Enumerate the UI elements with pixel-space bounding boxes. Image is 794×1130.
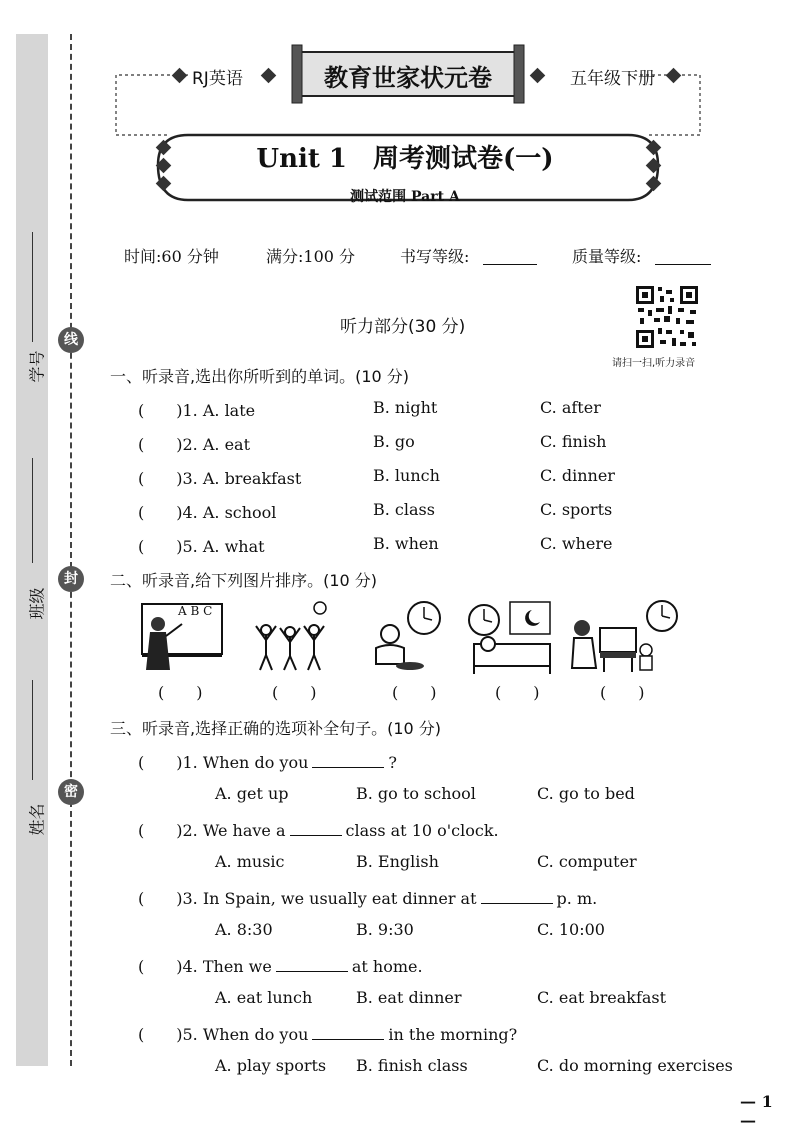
textbook-tag: RJ英语 [192, 69, 243, 89]
question-number-option-a[interactable]: ( )5. A. what [138, 537, 265, 556]
exercise-picture [244, 600, 334, 675]
exam-time: 时间:60 分钟 [124, 247, 219, 266]
series-title: 教育世家状元卷 [324, 64, 492, 92]
stem-end: at home. [351, 957, 423, 976]
eating-picture [366, 598, 456, 673]
fill-in-blank[interactable] [290, 821, 342, 836]
option-b[interactable]: B. night [373, 398, 438, 417]
option-c[interactable]: C. sports [540, 500, 613, 519]
sentence-stem [138, 818, 499, 841]
class-label: 班级 [27, 587, 47, 620]
qr-code-icon[interactable] [634, 284, 700, 350]
option-a[interactable]: A. music [215, 852, 285, 871]
option-b[interactable]: B. go [373, 432, 415, 451]
question-number-option-a[interactable]: ( )2. A. eat [138, 435, 251, 454]
stem-end: class at 10 o'clock. [345, 821, 499, 840]
sentence-stem [138, 1022, 517, 1045]
fill-in-blank[interactable] [481, 889, 553, 904]
quality-grade-blank[interactable] [655, 264, 711, 265]
picture-answer-bracket[interactable]: ( ) [392, 683, 437, 702]
seal-secret-mark: 密 [58, 779, 84, 805]
page-number: — 1 — [740, 1092, 773, 1130]
writing-grade-label: 书写等级: [400, 247, 470, 266]
sentence-stem [138, 750, 397, 773]
fill-in-blank[interactable] [276, 957, 348, 972]
picture-answer-bracket[interactable]: ( ) [272, 683, 317, 702]
option-a[interactable]: A. get up [215, 784, 289, 803]
full-score: 满分:100 分 [266, 247, 356, 266]
option-c[interactable]: C. do morning exercises [537, 1056, 733, 1075]
sentence-stem [138, 954, 423, 977]
section2-heading: 二、听录音,给下列图片排序。(10 分) [110, 571, 378, 590]
name-label: 姓名 [27, 803, 47, 836]
picture-answer-bracket[interactable]: ( ) [495, 683, 540, 702]
option-b[interactable]: B. 9:30 [356, 920, 414, 939]
picture-answer-bracket[interactable]: ( ) [600, 683, 645, 702]
fill-in-blank[interactable] [312, 1025, 384, 1040]
stem-start: ( )5. When do you [138, 1025, 309, 1044]
option-b[interactable]: B. eat dinner [356, 988, 462, 1007]
student-id-line [32, 232, 33, 342]
question-number-option-a[interactable]: ( )4. A. school [138, 503, 277, 522]
option-b[interactable]: B. lunch [373, 466, 440, 485]
test-scope: 测试范围 Part A [350, 189, 460, 205]
fill-in-blank[interactable] [312, 753, 384, 768]
page-title: Unit 1 周考测试卷(一) [256, 144, 554, 174]
option-c[interactable]: C. computer [537, 852, 637, 871]
question-number-option-a[interactable]: ( )1. A. late [138, 401, 256, 420]
student-id-label: 学号 [27, 350, 47, 383]
option-a[interactable]: A. eat lunch [215, 988, 313, 1007]
seal-seal-mark: 封 [58, 566, 84, 592]
option-a[interactable]: A. play sports [215, 1056, 327, 1075]
stem-start: ( )1. When do you [138, 753, 309, 772]
stem-end: p. m. [556, 889, 598, 908]
option-c[interactable]: C. after [540, 398, 601, 417]
quality-grade-label: 质量等级: [572, 247, 642, 266]
option-c[interactable]: C. eat breakfast [537, 988, 667, 1007]
board-letters: A B C [178, 604, 213, 618]
option-b[interactable]: B. go to school [356, 784, 476, 803]
seal-dashed-line [70, 34, 72, 1066]
grade-tag: 五年级下册 [570, 69, 655, 89]
stem-start: ( )4. Then we [138, 957, 272, 976]
sleeping-picture [466, 598, 558, 676]
listening-heading: 听力部分(30 分) [340, 317, 466, 337]
option-c[interactable]: C. dinner [540, 466, 615, 485]
section1-heading: 一、听录音,选出你所听到的单词。(10 分) [110, 367, 410, 386]
option-c[interactable]: C. go to bed [537, 784, 635, 803]
option-c[interactable]: C. where [540, 534, 613, 553]
stem-start: ( )3. In Spain, we usually eat dinner at [138, 889, 477, 908]
piano-picture [570, 598, 680, 676]
sentence-stem [138, 886, 597, 909]
seal-line-mark: 线 [58, 327, 84, 353]
picture-answer-bracket[interactable]: ( ) [158, 683, 203, 702]
stem-end: in the morning? [388, 1025, 518, 1044]
class-line [32, 458, 33, 563]
stem-start: ( )2. We have a [138, 821, 286, 840]
section3-heading: 三、听录音,选择正确的选项补全句子。(10 分) [110, 719, 442, 738]
option-b[interactable]: B. finish class [356, 1056, 468, 1075]
stem-end: ? [388, 753, 397, 772]
option-b[interactable]: B. class [373, 500, 435, 519]
writing-grade-blank[interactable] [483, 264, 537, 265]
qr-caption: 请扫一扫,听力录音 [612, 358, 696, 369]
option-a[interactable]: A. 8:30 [215, 920, 273, 939]
question-number-option-a[interactable]: ( )3. A. breakfast [138, 469, 302, 488]
option-b[interactable]: B. when [373, 534, 439, 553]
option-b[interactable]: B. English [356, 852, 439, 871]
option-c[interactable]: C. finish [540, 432, 607, 451]
name-line [32, 680, 33, 780]
option-c[interactable]: C. 10:00 [537, 920, 605, 939]
